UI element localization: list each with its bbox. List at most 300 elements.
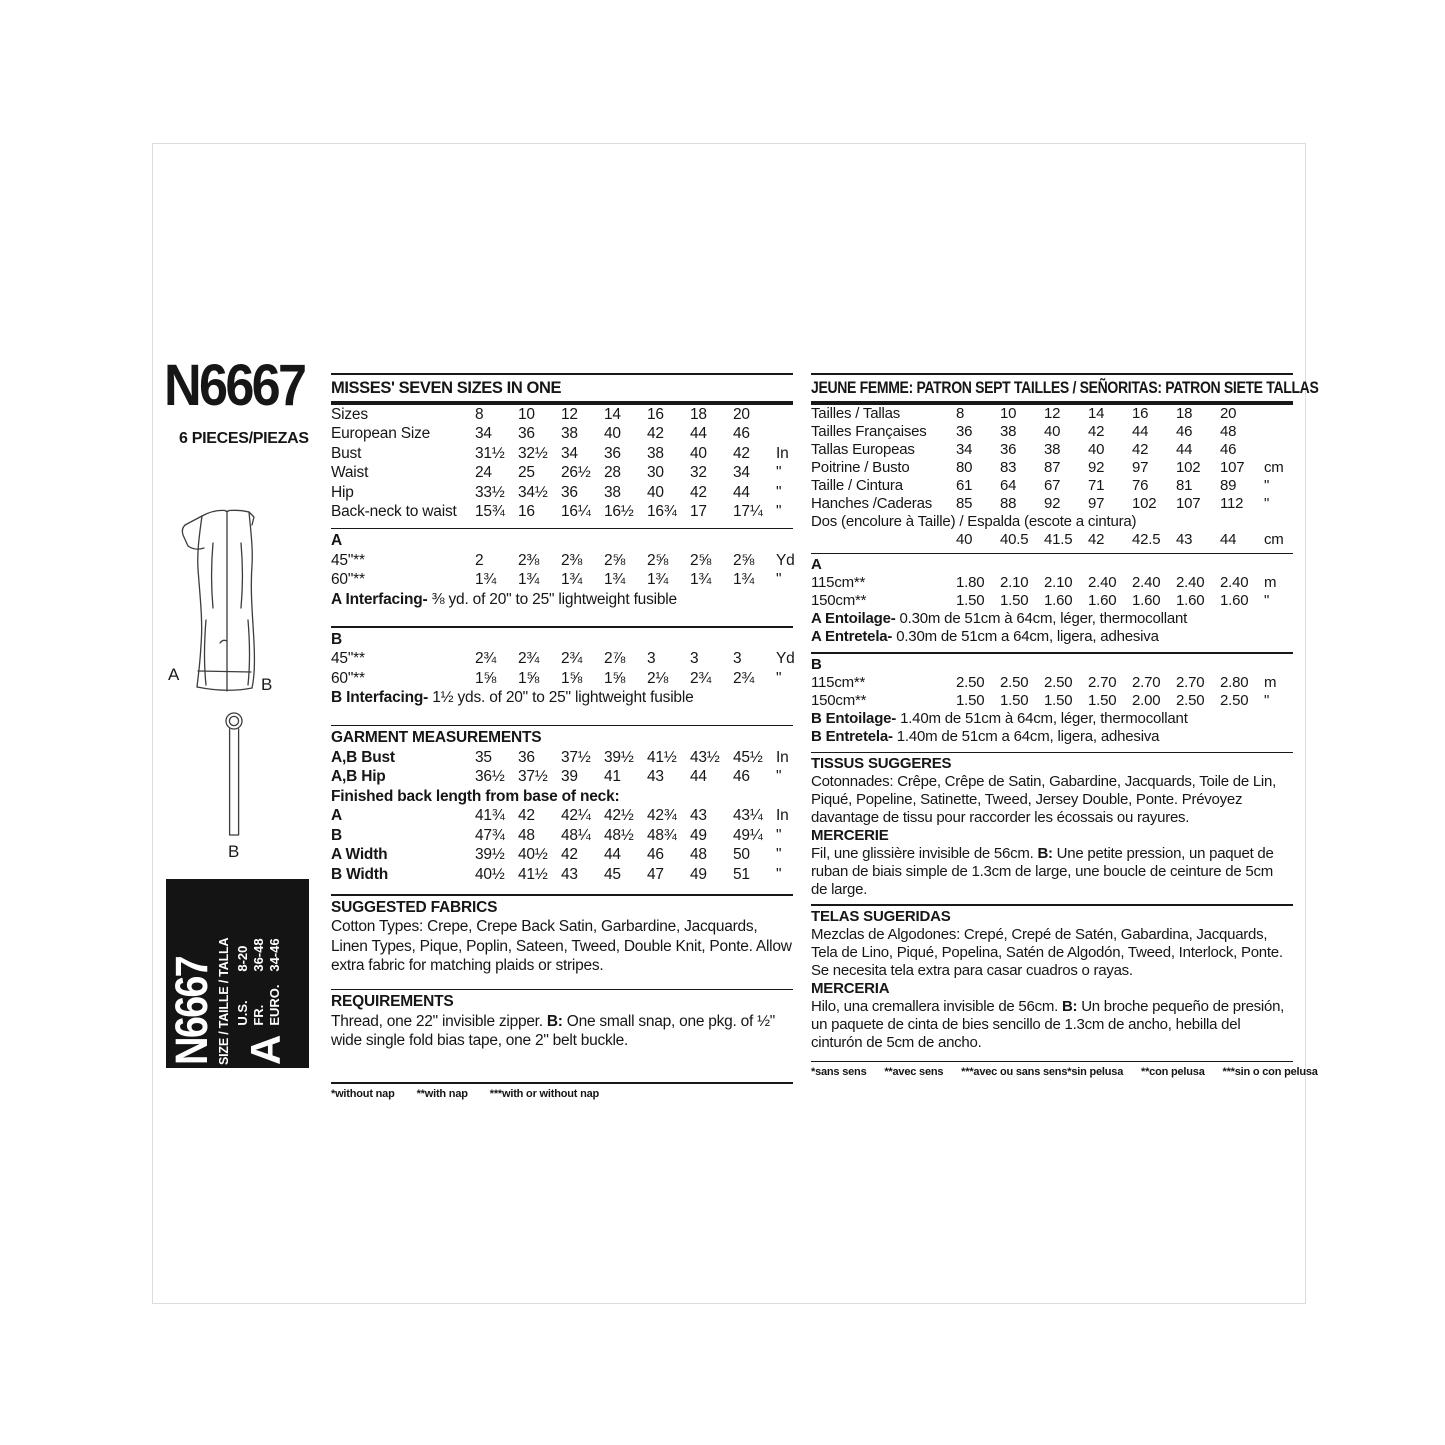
divider: [331, 894, 793, 896]
row-unit: ": [776, 503, 782, 520]
telas-heading: TELAS SUGERIDAS: [811, 907, 951, 925]
divider: [331, 528, 793, 530]
row-value: 76: [1132, 476, 1149, 494]
row-value: 41.5: [1044, 530, 1073, 548]
table-row: [331, 748, 793, 768]
row-value: 102: [1132, 494, 1157, 512]
row-value: 40: [956, 530, 973, 548]
row-label: Bust: [331, 444, 362, 462]
mercerie-bold: B:: [1037, 845, 1053, 863]
row-value: 37½: [518, 768, 548, 786]
footnote-item: **avec sens: [884, 1066, 944, 1079]
row-value: 28: [604, 464, 621, 481]
row-unit: [1264, 405, 1293, 423]
row-value: 34½: [518, 483, 548, 501]
dart-right: [241, 543, 243, 608]
row-value: 42: [1088, 422, 1105, 440]
badge-size-row: [235, 938, 251, 1025]
row-label: A Width: [331, 846, 388, 864]
row-value: 1.50: [956, 592, 985, 610]
table-row: [811, 405, 1293, 423]
row-value: 36: [1000, 440, 1017, 458]
note-text: 0.30m de 51cm à 64cm, léger, thermocollant: [895, 610, 1188, 628]
french-spanish-column: [811, 373, 1319, 1079]
notch-mark: [220, 640, 227, 643]
table-row: [331, 502, 793, 522]
row-value: 8: [956, 404, 965, 422]
row-value: 10: [1000, 404, 1017, 422]
row-value: 2.40: [1088, 574, 1117, 592]
divider: [331, 1082, 793, 1084]
table-row: [331, 649, 793, 669]
row-value: 38: [561, 425, 578, 442]
view-a-entoilage-note: [811, 610, 1293, 628]
row-value: 50: [733, 846, 750, 864]
row-value: 40: [647, 483, 664, 501]
note-bold: A Entretela-: [811, 628, 893, 646]
row-value: 41½: [518, 865, 548, 883]
row-value: 36: [956, 422, 973, 440]
row-value: 33½: [475, 483, 505, 501]
row-value: 2.80: [1220, 673, 1249, 691]
pattern-envelope-back: [152, 143, 1319, 1304]
belt-strip: [230, 729, 239, 835]
row-value: 48: [690, 846, 707, 864]
row-label: 115cm**: [811, 574, 866, 592]
row-unit: ": [776, 865, 782, 883]
row-unit: [776, 424, 793, 444]
row-value: 1⅝: [561, 669, 583, 687]
row-value: 46: [1176, 422, 1193, 440]
row-unit: m: [1264, 574, 1277, 592]
row-value: 2¾: [518, 650, 540, 668]
shoulder-line: [202, 510, 249, 516]
mercerie-text: [811, 845, 1293, 899]
row-value: 15¾: [475, 503, 505, 520]
row-value: 34: [475, 425, 492, 442]
row-value: 42: [1132, 440, 1149, 458]
row-value: 41: [604, 768, 621, 786]
row-value: 2.50: [1044, 673, 1073, 691]
row-value: 1.60: [1132, 592, 1161, 610]
footnote-item: **with nap: [416, 1087, 468, 1100]
table-row: [811, 459, 1293, 477]
row-value: 1.80: [956, 574, 985, 592]
row-value: 80: [956, 458, 973, 476]
row-value: 32: [690, 464, 707, 481]
row-label: Sizes: [331, 405, 368, 423]
requirements-bold: B:: [546, 1012, 563, 1030]
row-value: 44: [733, 483, 750, 501]
row-value: 36: [518, 748, 535, 766]
divider: [811, 904, 1293, 906]
row-value: 8: [475, 405, 484, 423]
row-value: 2.70: [1176, 673, 1205, 691]
table-row: [811, 477, 1293, 495]
row-value: 35: [475, 748, 492, 766]
row-value: 41¾: [475, 807, 505, 825]
note-text: 1.40m de 51cm à 64cm, léger, thermocollant: [896, 709, 1188, 727]
row-value: 31½: [475, 444, 505, 462]
row-value: 1.50: [1088, 691, 1117, 709]
badge-region-value: 36-48: [251, 938, 266, 972]
row-unit: In: [776, 444, 789, 462]
row-value: 1.50: [1000, 592, 1029, 610]
row-value: 17: [690, 503, 707, 520]
table-row: [331, 551, 793, 571]
row-label: Back-neck to waist: [331, 503, 457, 520]
view-a-heading: A: [331, 532, 342, 550]
badge-size-row: [267, 938, 283, 1025]
row-value: 107: [1176, 494, 1201, 512]
view-b-metrage-table: [811, 674, 1293, 710]
row-value: 43: [1176, 530, 1193, 548]
badge-pattern-number: N6667: [166, 957, 217, 1065]
row-value: 44: [604, 846, 621, 864]
row-unit: ": [776, 669, 782, 687]
view-a-interfacing-note: [331, 590, 793, 610]
row-unit: ": [776, 846, 782, 864]
table-row: [811, 423, 1293, 441]
row-unit: ": [776, 571, 782, 589]
badge-size-label: SIZE / TAILLE / TALLA: [217, 937, 231, 1065]
row-value: 1⅝: [518, 669, 540, 687]
row-value: 1.50: [1000, 691, 1029, 709]
body-measurement-table-metric: [811, 405, 1293, 513]
note-bold: B Interfacing-: [331, 689, 429, 707]
row-value: 3: [733, 650, 742, 668]
row-value: 83: [1000, 458, 1017, 476]
skirt-seam-left: [205, 620, 207, 685]
table-row: [811, 692, 1293, 710]
note-bold: A Interfacing-: [331, 590, 428, 608]
row-value: 1.60: [1176, 592, 1205, 610]
row-value: 40: [1088, 440, 1105, 458]
row-value: 2.40: [1220, 574, 1249, 592]
row-value: 12: [561, 405, 578, 423]
row-value: 20: [1220, 404, 1237, 422]
row-value: 81: [1176, 476, 1193, 494]
table-row: [331, 767, 793, 787]
row-value: 2⅛: [647, 669, 669, 687]
row-label: B: [331, 826, 342, 844]
row-value: 41½: [647, 748, 677, 766]
table-row: [331, 444, 793, 464]
row-value: 1¾: [647, 571, 669, 589]
row-label: Tailles / Tallas: [811, 404, 901, 422]
row-value: 39½: [604, 748, 634, 766]
row-value: 71: [1088, 476, 1105, 494]
garment-measurements-table: [331, 748, 793, 787]
row-label: 60"**: [331, 669, 365, 687]
table-row: [331, 865, 793, 885]
row-value: 40: [604, 425, 621, 442]
row-value: 40: [1044, 422, 1061, 440]
row-value: 16: [647, 405, 664, 423]
row-value: 49: [690, 826, 707, 844]
row-value: 64: [1000, 476, 1017, 494]
view-a-heading: A: [811, 556, 822, 574]
view-b-entoilage-note: [811, 710, 1293, 728]
row-value: 1¾: [604, 571, 626, 589]
row-value: 48¾: [647, 826, 677, 844]
row-value: 88: [1000, 494, 1017, 512]
row-value: 2.50: [1220, 691, 1249, 709]
row-unit: ": [1264, 592, 1270, 610]
row-value: 39: [561, 768, 578, 786]
row-value: 42¾: [647, 807, 677, 825]
row-value: 2.10: [1044, 574, 1073, 592]
view-a-yardage-table: [331, 551, 793, 590]
row-value: 38: [1044, 440, 1061, 458]
row-value: 44: [690, 425, 707, 442]
row-value: 2.00: [1132, 691, 1161, 709]
row-value: 36: [518, 425, 535, 442]
row-value: 44: [1176, 440, 1193, 458]
table-row: [331, 806, 793, 826]
row-value: 2.70: [1132, 673, 1161, 691]
row-unit: ": [1264, 691, 1270, 709]
row-value: 2⅝: [647, 551, 669, 569]
row-value: 44: [1220, 530, 1237, 548]
row-value: 1¾: [518, 571, 540, 589]
table-row: [811, 531, 1293, 549]
footnote-group-fr: [811, 1066, 1067, 1079]
row-value: 107: [1220, 458, 1245, 476]
divider: [811, 752, 1293, 754]
row-label: 150cm**: [811, 691, 867, 709]
row-unit: Yd: [776, 650, 795, 668]
row-value: 67: [1044, 476, 1061, 494]
row-value: 43: [690, 807, 707, 825]
table-row: [331, 483, 793, 503]
row-label: 60"**: [331, 571, 365, 589]
row-value: 42: [733, 444, 750, 462]
row-value: 36: [604, 444, 621, 462]
row-value: 14: [1088, 404, 1105, 422]
row-value: 42: [561, 846, 578, 864]
row-value: 3: [690, 650, 699, 668]
row-value: 40½: [475, 865, 505, 883]
footnote-item: *without nap: [331, 1087, 395, 1100]
row-value: 10: [518, 405, 535, 423]
row-value: 16: [518, 503, 535, 520]
size-badge: [166, 879, 309, 1068]
row-value: 102: [1176, 458, 1201, 476]
row-unit: ": [776, 483, 782, 501]
row-value: 37½: [561, 748, 591, 766]
footnote-item: ***with or without nap: [489, 1087, 600, 1100]
row-unit: In: [776, 748, 789, 766]
row-value: 85: [956, 494, 973, 512]
pieces-count: 6 PIECES/PIEZAS: [179, 430, 309, 447]
row-value: 48: [518, 826, 535, 844]
row-value: 49¼: [733, 826, 763, 844]
row-value: 2¾: [690, 669, 712, 687]
footnote-group-es: [1067, 1066, 1317, 1079]
row-value: 46: [733, 768, 750, 786]
row-unit: m: [1264, 673, 1277, 691]
row-value: 2.50: [1000, 673, 1029, 691]
row-value: 44: [690, 768, 707, 786]
table-row: [811, 574, 1293, 592]
row-value: 34: [956, 440, 973, 458]
row-unit: cm: [1264, 530, 1284, 548]
back-neck-values-row: [811, 531, 1293, 549]
footnote-item: *sans sens: [811, 1066, 867, 1079]
row-value: 2.40: [1132, 574, 1161, 592]
row-value: 1⅝: [475, 669, 497, 687]
row-label: Waist: [331, 464, 369, 481]
dress-diagram: [161, 479, 316, 879]
row-value: 43¼: [733, 807, 763, 825]
row-value: 39½: [475, 846, 505, 864]
row-value: 20: [733, 405, 750, 423]
table-row: [811, 495, 1293, 513]
note-bold: B Entoilage-: [811, 709, 897, 727]
mercerie-heading: MERCERIE: [811, 827, 889, 845]
row-value: 17¼: [733, 503, 763, 520]
badge-region-label: EURO.: [267, 984, 282, 1026]
row-value: 3: [647, 650, 656, 668]
row-value: 97: [1132, 458, 1149, 476]
size-badge-content: [166, 882, 306, 1065]
merceria-text: [811, 998, 1293, 1052]
merceria-pre: Hilo, una cremallera invisible de 56cm.: [811, 997, 1062, 1015]
table-row: [331, 826, 793, 846]
row-label: Poitrine / Busto: [811, 458, 910, 476]
table-row: [811, 674, 1293, 692]
row-value: 2⅞: [604, 650, 626, 668]
row-value: 48: [1220, 422, 1237, 440]
row-unit: ": [1264, 476, 1270, 494]
row-value: 2: [475, 551, 484, 569]
row-value: 46: [733, 425, 750, 442]
garment-measurements-heading: GARMENT MEASUREMENTS: [331, 729, 542, 747]
requirements-heading: REQUIREMENTS: [331, 993, 454, 1011]
row-value: 87: [1044, 458, 1061, 476]
table-row: [811, 441, 1293, 459]
row-value: 1¾: [561, 571, 583, 589]
row-label: A,B Bust: [331, 748, 395, 766]
row-label: A,B Hip: [331, 768, 386, 786]
table-row: [331, 424, 793, 444]
row-unit: In: [776, 807, 789, 825]
row-value: 34: [561, 444, 578, 462]
divider: [811, 1061, 1293, 1063]
row-value: 16¾: [647, 503, 677, 520]
row-unit: ": [776, 768, 782, 786]
badge-region-value: 8-20: [235, 945, 250, 972]
row-value: 1.50: [956, 691, 985, 709]
pattern-number: N6667: [164, 353, 305, 418]
dress-left-edge: [197, 516, 202, 687]
row-value: 2¾: [561, 650, 583, 668]
english-column: [331, 373, 793, 1101]
belt-buckle-inner: [229, 716, 238, 725]
hem-line: [197, 687, 252, 690]
row-value: 42: [518, 807, 535, 825]
row-value: 1.60: [1088, 592, 1117, 610]
row-unit: ": [1264, 494, 1270, 512]
row-value: 42½: [604, 807, 634, 825]
merceria-post: Un broche pequeño de presión, un paquete de cinta de bies sencillo de 1.3cm de ancho, hebilla del cinturón de 5cm de ancho.: [811, 997, 1285, 1051]
badge-region-label: FR.: [251, 1004, 266, 1026]
row-value: 43: [647, 768, 664, 786]
footnote-item: **con pelusa: [1141, 1066, 1205, 1079]
row-value: 42¼: [561, 807, 591, 825]
row-value: 1.60: [1044, 592, 1073, 610]
back-neck-line: Dos (encolure à Taille) / Espalda (escote a cintura): [811, 512, 1137, 530]
body-measurement-table: [331, 405, 793, 522]
row-value: 40½: [518, 846, 548, 864]
divider: [811, 553, 1293, 555]
row-label: [811, 531, 956, 549]
note-bold: A Entoilage-: [811, 610, 896, 628]
row-value: 40.5: [1000, 530, 1029, 548]
row-unit: Yd: [776, 551, 795, 569]
row-label: Tailles Françaises: [811, 422, 927, 440]
mercerie-pre: Fil, une glissière invisible de 56cm.: [811, 845, 1038, 863]
table-row: [331, 463, 793, 483]
suggested-fabrics-heading: SUGGESTED FABRICS: [331, 898, 498, 916]
note-text: 1½ yds. of 20" to 25" lightweight fusible: [428, 689, 694, 707]
divider: [331, 626, 793, 628]
badge-view-letter: A: [242, 1034, 290, 1065]
row-value: 51: [733, 865, 750, 883]
row-value: 89: [1220, 476, 1237, 494]
row-value: 46: [647, 846, 664, 864]
row-value: 1⅝: [604, 669, 626, 687]
row-label: 115cm**: [811, 673, 866, 691]
badge-region-value: 34-46: [267, 938, 282, 972]
row-value: 42.5: [1132, 530, 1161, 548]
note-bold: B Entretela-: [811, 727, 893, 745]
nap-footnotes-intl: [811, 1066, 1318, 1079]
view-b-entretela-note: [811, 728, 1293, 746]
row-value: 2⅜: [518, 551, 540, 569]
row-value: 1.50: [1044, 691, 1073, 709]
row-value: 1¾: [690, 571, 712, 589]
badge-size-row: [251, 938, 267, 1025]
row-label: A: [331, 807, 342, 825]
row-label: 45"**: [331, 551, 365, 569]
row-value: 61: [956, 476, 973, 494]
row-value: 2.40: [1176, 574, 1205, 592]
row-value: 2.50: [956, 673, 985, 691]
row-value: 44: [1132, 422, 1149, 440]
row-value: 46: [1220, 440, 1237, 458]
row-value: 47¾: [475, 826, 505, 844]
row-label: Taille / Cintura: [811, 476, 903, 494]
finished-back-length-subhead: Finished back length from base of neck:: [331, 787, 620, 805]
row-value: 2¾: [475, 650, 497, 668]
view-b-yardage-table: [331, 649, 793, 688]
mercerie-post: Une petite pression, un paquet de ruban de biais simple de 1.3cm de large, une boucle de ceinture de 5cm de large.: [811, 845, 1274, 899]
tissus-heading: TISSUS SUGGERES: [811, 755, 952, 773]
merceria-heading: MERCERIA: [811, 979, 890, 997]
divider: [331, 725, 793, 727]
tissus-text: Cotonnades: Crêpe, Crêpe de Satin, Gabardine, Jacquards, Toile de Lin, Piqué, Popeline, Satinette, Tweed, Jersey Double, Ponte. Prévoyez davantage de tissu pour raccorder les écossais ou rayures.: [811, 773, 1277, 827]
dart-left: [212, 543, 214, 608]
row-unit: [1264, 423, 1293, 441]
belt-label: B: [228, 842, 240, 861]
row-value: 25: [518, 464, 535, 481]
row-label: B Width: [331, 865, 388, 883]
view-b-label: B: [261, 675, 273, 694]
row-value: 16¼: [561, 503, 591, 520]
row-label: European Size: [331, 425, 431, 442]
